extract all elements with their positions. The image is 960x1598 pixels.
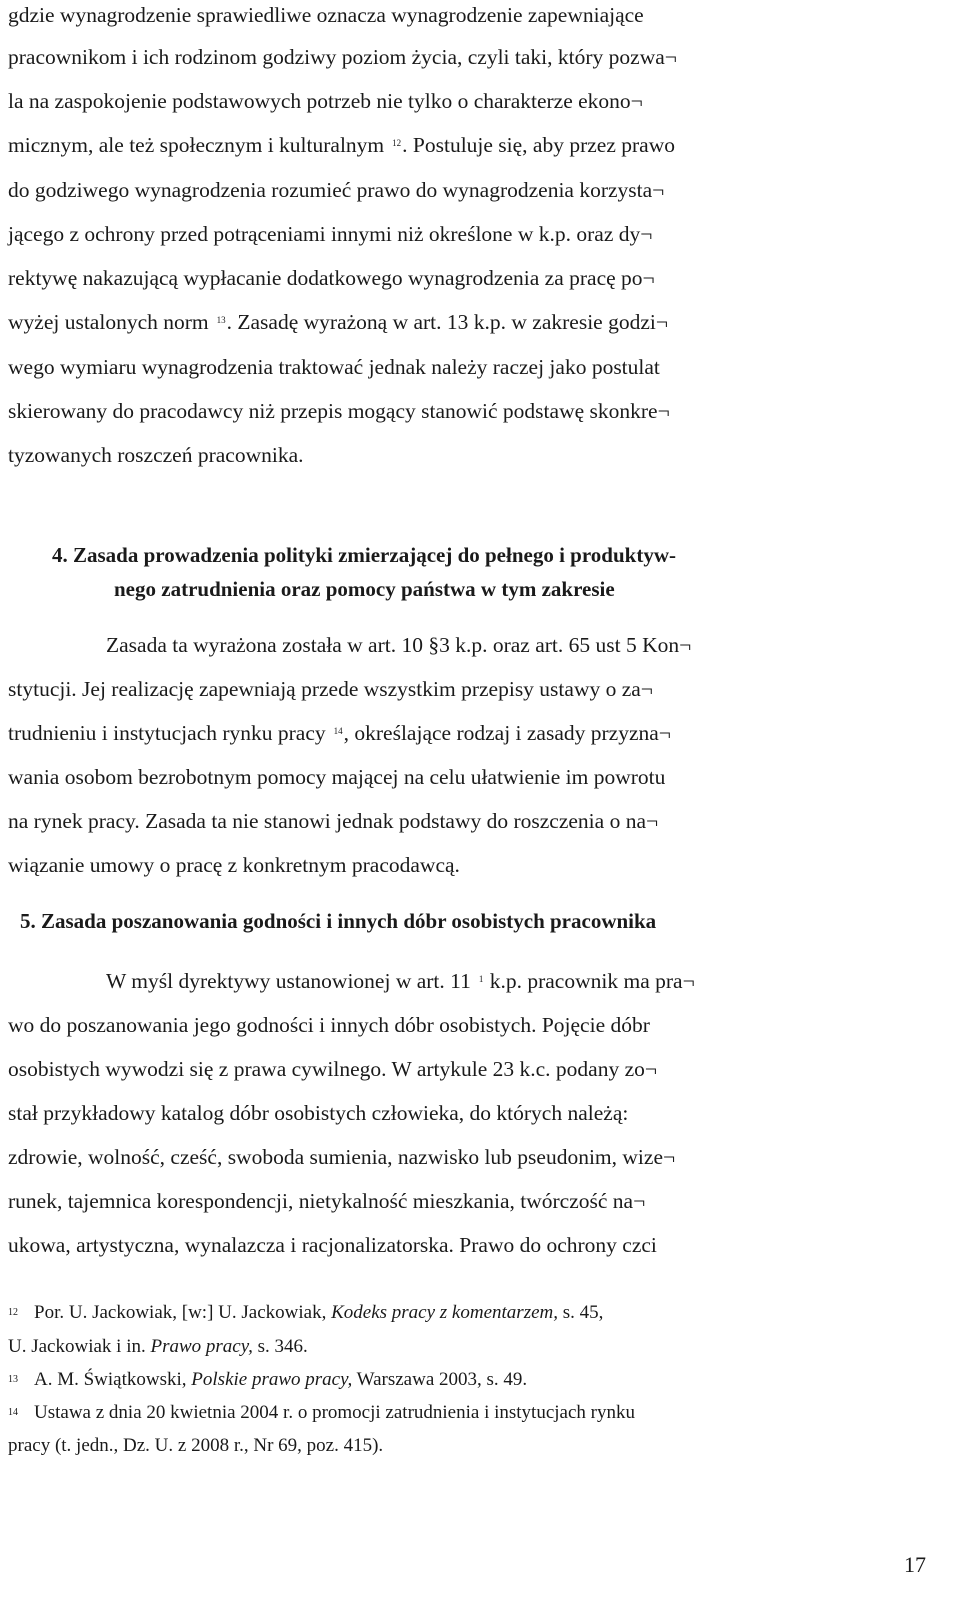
footnote-number: 13	[8, 1374, 18, 1385]
text-line	[8, 1186, 938, 1216]
text	[8, 130, 682, 160]
text: wiązanie umowy o pracę z konkretnym pracodawcą.	[8, 853, 460, 877]
book-title: Kodeks pracy z komentarzem,	[331, 1302, 558, 1323]
section-heading: 4. Zasada prowadzenia polityki zmierzającej do pełnego i produktyw-	[52, 543, 676, 567]
text-line	[8, 263, 938, 293]
text-line	[8, 175, 938, 205]
text: jącego z ochrony przed potrąceniami innymi niż określone w k.p. oraz dy¬	[8, 222, 653, 246]
text-line	[8, 850, 938, 880]
text: runek, tajemnica korespondencji, nietykalność mieszkania, twórczość na¬	[8, 1189, 646, 1213]
text: pracownikom i ich rodzinom godziwy poziom życia, czyli taki, który pozwa¬	[8, 45, 677, 69]
text: wo do poszanowania jego godności i innych dóbr osobistych. Pojęcie dóbr	[8, 1013, 650, 1037]
text: wego wymiaru wynagrodzenia traktować jednak należy raczej jako postulat	[8, 355, 660, 379]
footnote-number: 14	[8, 1407, 18, 1418]
text: rektywę nakazującą wypłacanie dodatkowego wynagrodzenia za pracę po¬	[8, 266, 655, 290]
text-line	[8, 0, 938, 30]
footnote-ref: 14	[333, 726, 343, 736]
text-line	[8, 674, 938, 704]
footnote-13	[8, 1367, 938, 1393]
text-line	[8, 806, 938, 836]
text-part: W myśl dyrektywy ustanowionej w art. 11	[106, 969, 471, 993]
text-part: k.p. pracownik ma pra¬	[484, 969, 695, 993]
text: Zasada ta wyrażona została w art. 10 §3 k.p. oraz art. 65 ust 5 Kon¬	[106, 633, 692, 657]
text-part: trudnieniu i instytucjach rynku pracy	[8, 721, 326, 745]
text: do godziwego wynagrodzenia rozumieć prawo do wynagrodzenia korzysta¬	[8, 178, 665, 202]
text-part: wyżej ustalonych norm	[8, 310, 209, 334]
text: tyzowanych roszczeń pracownika.	[8, 443, 304, 467]
text: la na zaspokojenie podstawowych potrzeb nie tylko o charakterze ekono¬	[8, 89, 643, 113]
section-heading: nego zatrudnienia oraz pomocy państwa w tym zakresie	[114, 577, 615, 601]
text-line	[8, 1142, 938, 1172]
footnote-text: Por. U. Jackowiak, [w:] U. Jackowiak,	[34, 1302, 327, 1323]
footnote-text: U. Jackowiak i in.	[8, 1336, 146, 1357]
text	[8, 307, 675, 337]
footnote-text: Ustawa z dnia 20 kwietnia 2004 r. o promocji zatrudnienia i instytucjach rynku	[34, 1402, 635, 1423]
text: ukowa, artystyczna, wynalazcza i racjonalizatorska. Prawo do ochrony czci	[8, 1233, 657, 1257]
text: zdrowie, wolność, cześć, swoboda sumienia, nazwisko lub pseudonim, wize¬	[8, 1145, 676, 1169]
text-line	[8, 1054, 938, 1084]
text-part: . Zasadę wyrażoną w art. 13 k.p. w zakresie godzi¬	[226, 310, 668, 334]
text-line	[106, 966, 938, 996]
text	[106, 966, 702, 996]
text: na rynek pracy. Zasada ta nie stanowi jednak podstawy do roszczenia o na¬	[8, 809, 659, 833]
text-part: . Postuluje się, aby przez prawo	[402, 133, 675, 157]
footnote-14-cont	[8, 1433, 938, 1459]
document-page	[8, 0, 940, 1598]
text: wania osobom bezrobotnym pomocy mającej na celu ułatwienie im powrotu	[8, 765, 666, 789]
footnote-12	[8, 1300, 938, 1326]
text: stał przykładowy katalog dóbr osobistych człowieka, do których należą:	[8, 1101, 629, 1125]
footnote-14	[8, 1400, 938, 1426]
footnote-12-cont	[8, 1334, 938, 1360]
text-part: micznym, ale też społecznym i kulturalnym	[8, 133, 385, 157]
book-title: Polskie prawo pracy,	[191, 1369, 353, 1390]
text-line	[8, 1098, 938, 1128]
footnote-text: A. M. Świątkowski,	[34, 1369, 187, 1390]
text-line	[8, 1010, 938, 1040]
book-title: Prawo pracy,	[150, 1336, 253, 1357]
text: osobistych wywodzi się z prawa cywilnego. W artykule 23 k.c. podany zo¬	[8, 1057, 658, 1081]
text: gdzie wynagrodzenie sprawiedliwe oznacza wynagrodzenie zapewniające	[8, 3, 644, 27]
page-number: 17	[904, 1552, 926, 1577]
text	[8, 718, 678, 748]
section-heading: 5. Zasada poszanowania godności i innych dóbr osobistych pracownika	[20, 909, 657, 933]
text-line	[8, 396, 938, 426]
footnote-number: 12	[8, 1307, 18, 1318]
text-part: , określające rodzaj i zasady przyzna¬	[343, 721, 671, 745]
text-line	[106, 630, 938, 660]
text-line	[8, 219, 938, 249]
text-line	[8, 1230, 938, 1260]
text-line	[8, 718, 938, 748]
text-line	[8, 440, 938, 470]
text-line	[8, 307, 938, 337]
text-line	[8, 352, 938, 382]
text-line	[8, 762, 938, 792]
text-line	[8, 86, 938, 116]
footnote-text: s. 346.	[257, 1336, 308, 1357]
text: skierowany do pracodawcy niż przepis mogący stanowić podstawę skonkre¬	[8, 399, 670, 423]
footnote-text: pracy (t. jedn., Dz. U. z 2008 r., Nr 69, poz. 415).	[8, 1435, 384, 1456]
footnote-ref: 12	[392, 138, 402, 148]
text-line	[8, 130, 938, 160]
footnote-text: s. 45,	[562, 1302, 604, 1323]
text-line	[8, 42, 938, 72]
footnote-ref: 13	[216, 315, 226, 325]
footnote-ref: 1	[478, 974, 484, 984]
text: stytucji. Jej realizację zapewniają przede wszystkim przepisy ustawy o za¬	[8, 677, 653, 701]
footnote-text: Warszawa 2003, s. 49.	[356, 1369, 528, 1390]
